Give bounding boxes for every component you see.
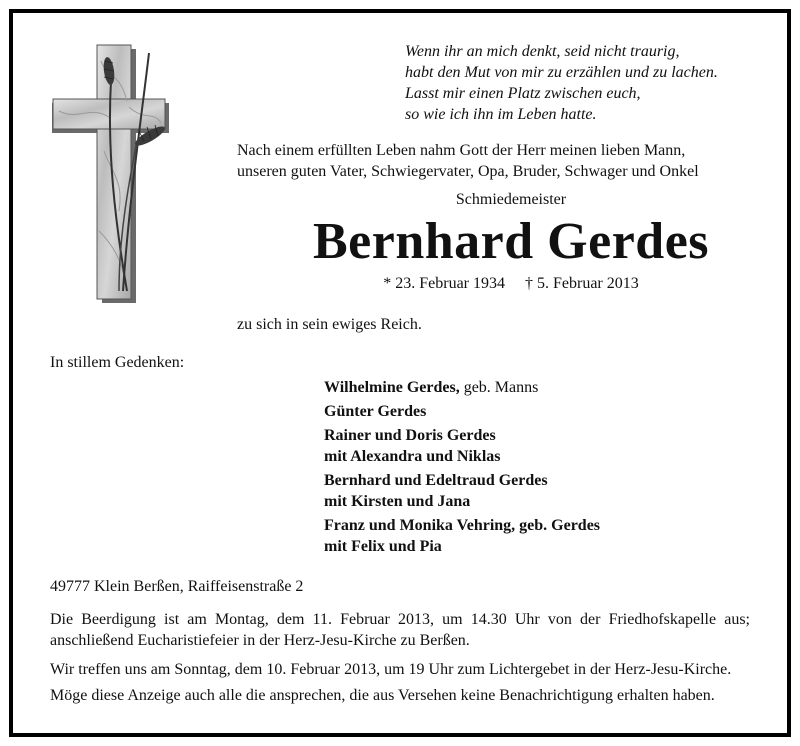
intro-text bbox=[237, 140, 785, 182]
intro-line: unseren guten Vater, Schwiegervater, Opa, Bruder, Schwager und Onkel bbox=[237, 163, 699, 180]
poem-line: Lasst mir einen Platz zwischen euch, bbox=[405, 85, 641, 102]
mourner-group bbox=[324, 377, 600, 398]
poem-verse bbox=[405, 41, 785, 125]
mourner-name: Wilhelmine Gerdes, bbox=[324, 379, 460, 396]
mourner-children: mit Alexandra und Niklas bbox=[324, 448, 501, 465]
closing-text: zu sich in sein ewiges Reich. bbox=[237, 316, 422, 333]
mourner-children: mit Kirsten und Jana bbox=[324, 493, 471, 510]
mourner-name: Günter Gerdes bbox=[324, 403, 427, 420]
poem-line: Wenn ihr an mich denkt, seid nicht traurig, bbox=[405, 43, 680, 60]
poem-line: habt den Mut von mir zu erzählen und zu lachen. bbox=[405, 64, 718, 81]
mourner-name: Rainer und Doris Gerdes bbox=[324, 427, 496, 444]
mourners-list bbox=[324, 377, 600, 560]
mourner-group bbox=[324, 401, 600, 422]
mourner-group bbox=[324, 515, 600, 557]
mourner-suffix: geb. Manns bbox=[459, 379, 539, 396]
mourner-group bbox=[324, 470, 600, 512]
intro-line: Nach einem erfüllten Leben nahm Gott der Herr meinen lieben Mann, bbox=[237, 142, 686, 159]
obituary-notice bbox=[9, 9, 791, 737]
prayer-info: Wir treffen uns am Sonntag, dem 10. Februar 2013, um 19 Uhr zum Lichtergebet in der Herz-Jesu-Kirche. bbox=[50, 661, 732, 678]
funeral-info: Die Beerdigung ist am Montag, dem 11. Februar 2013, um 14.30 Uhr von der Friedhofskapelle aus; anschließend Eucharistiefeier in der Herz-Jesu-Kirche zu Berßen. bbox=[50, 611, 750, 649]
mourner-group bbox=[324, 425, 600, 467]
gedenken-heading: In stillem Gedenken: bbox=[50, 354, 185, 371]
notification-note: Möge diese Anzeige auch alle die ansprechen, die aus Versehen keine Benachrichtigung erhalten haben. bbox=[50, 687, 715, 704]
mourner-name: Bernhard und Edeltraud Gerdes bbox=[324, 472, 548, 489]
cross-with-wheat-icon bbox=[49, 41, 169, 303]
deceased-name: Bernhard Gerdes bbox=[312, 213, 710, 270]
family-address: 49777 Klein Berßen, Raiffeisenstraße 2 bbox=[50, 578, 304, 595]
deceased-dates: * 23. Februar 1934 † 5. Februar 2013 bbox=[383, 275, 639, 292]
mourner-name: Franz und Monika Vehring, geb. Gerdes bbox=[324, 517, 601, 534]
mourner-children: mit Felix und Pia bbox=[324, 538, 442, 555]
poem-line: so wie ich ihn im Leben hatte. bbox=[405, 106, 597, 123]
deceased-title: Schmiedemeister bbox=[455, 191, 567, 208]
